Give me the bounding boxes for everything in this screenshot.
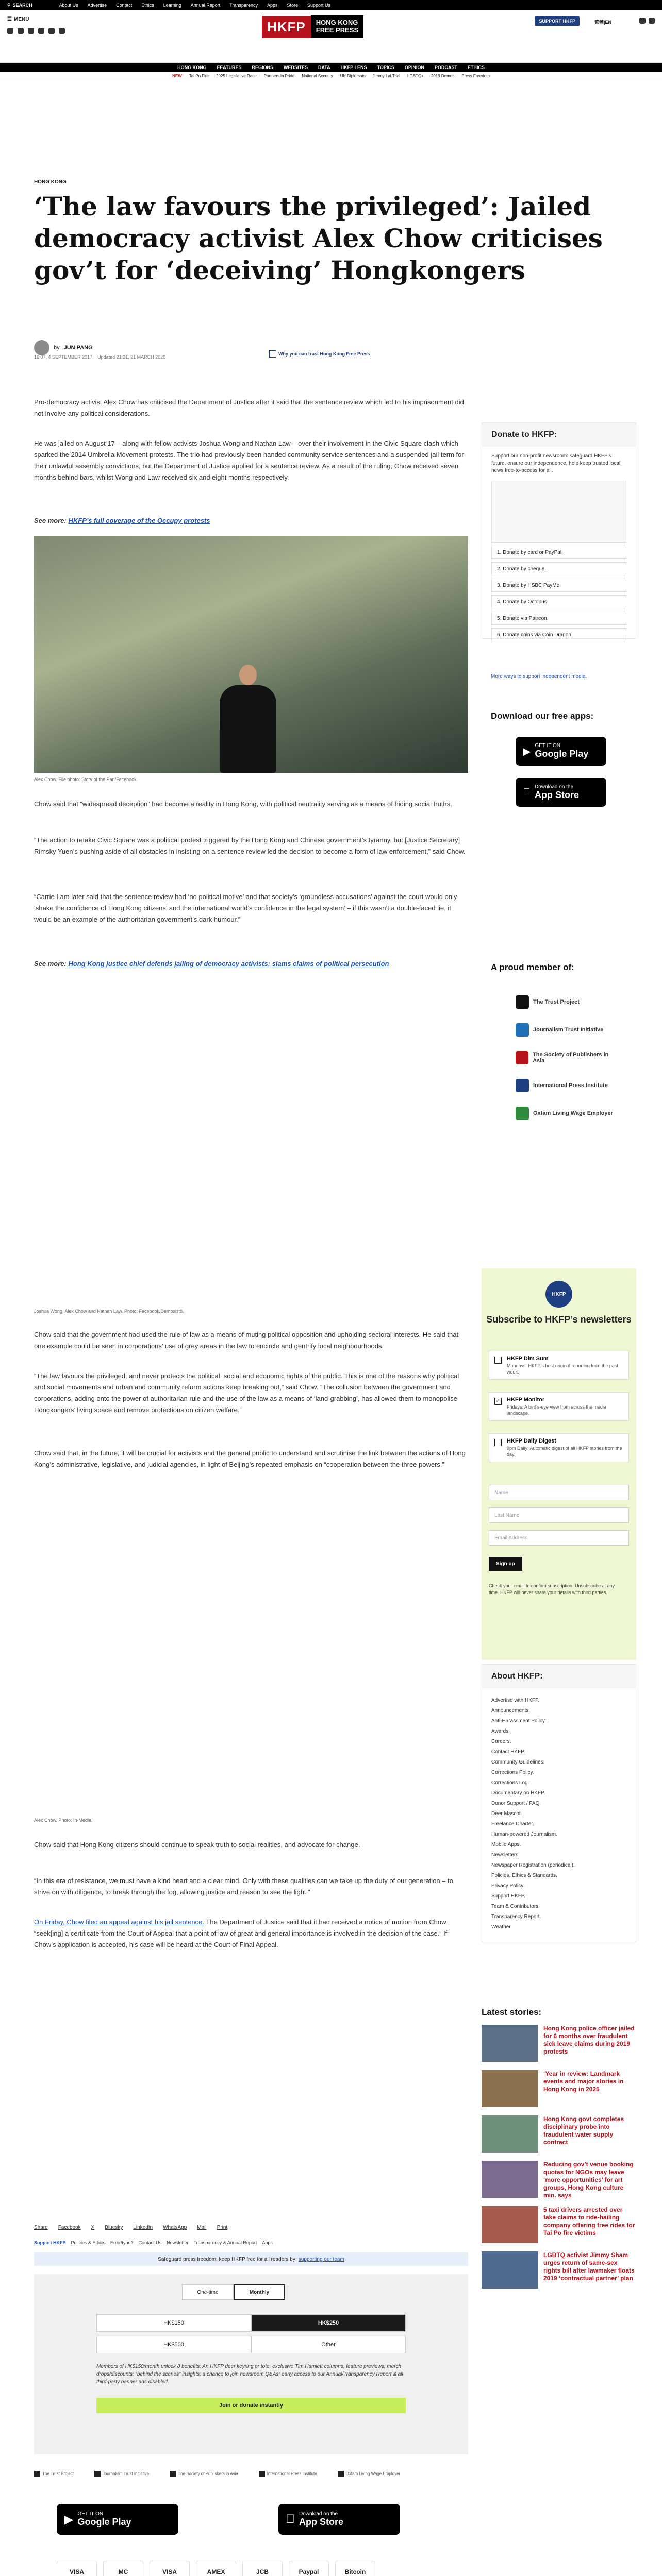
about-links bbox=[482, 1688, 636, 1942]
trending-link[interactable]: Tai Po Fire bbox=[189, 74, 209, 78]
about-link[interactable]: Advertise with HKFP. bbox=[491, 1698, 540, 1703]
google-play-icon: ▶ bbox=[523, 745, 531, 757]
see-more: See more: HKFP’s full coverage of the Occupy protests bbox=[34, 517, 210, 524]
paragraph: “The law favours the privileged, and never protects the political, social and economic rights of the public. This is one of the reasons why political and social movements and urban and community reform actions keep breaking out,” said Chow. “The collusion between the government and corporations, adding onto the power of authoritarian rule and the use of the law as a means of ‘land-grabbing’, has allowed them to monopolise Hongkongers’ living space and remove protections on citizen welfare.” bbox=[34, 1372, 459, 1414]
share-x[interactable]: X bbox=[91, 2225, 95, 2230]
newsletter-option[interactable]: ✓ HKFP Monitor Fridays: A bird’s-eye view from across the media landscape. bbox=[489, 1392, 629, 1421]
site-logo[interactable] bbox=[262, 15, 363, 38]
share-mail[interactable]: Mail bbox=[197, 2225, 207, 2230]
jti-icon bbox=[94, 2471, 101, 2477]
social-links-left bbox=[7, 28, 65, 34]
donate-option[interactable]: 1. Donate by card or PayPal. bbox=[491, 546, 626, 559]
donate-option[interactable]: 3. Donate by HSBC PayMe. bbox=[491, 579, 626, 592]
user-icon[interactable] bbox=[639, 18, 646, 24]
freq-one-time[interactable]: One-time bbox=[182, 2284, 234, 2300]
nav-item[interactable]: ETHICS bbox=[467, 65, 485, 70]
share-linkedin[interactable]: LinkedIn bbox=[133, 2225, 153, 2230]
org-item[interactable]: International Press Institute bbox=[259, 2471, 317, 2477]
about-link[interactable]: Deer Mascot. bbox=[491, 1811, 522, 1817]
story-item[interactable]: ‘Year in review: Landmark events and major stories in Hong Kong in 2025 bbox=[482, 2070, 636, 2115]
donate-widget bbox=[34, 2274, 468, 2454]
about-link[interactable]: Policies, Ethics & Standards. bbox=[491, 1873, 557, 1878]
about-link[interactable]: Donor Support / FAQ. bbox=[491, 1801, 541, 1806]
story-item[interactable]: 5 taxi drivers arrested over fake claims to ride-hailing company offering free rides for Tai Po fire victims bbox=[482, 2206, 636, 2251]
member-logo[interactable]: Journalism Trust Initiative bbox=[516, 1016, 619, 1044]
about-link[interactable]: Privacy Policy. bbox=[491, 1883, 525, 1889]
article-footer-link[interactable]: Contact Us bbox=[138, 2240, 162, 2245]
trust-project-icon bbox=[516, 995, 529, 1009]
cart-icon[interactable] bbox=[649, 18, 655, 24]
paragraph: Chow said that the government had used the rule of law as a means of muting political opposition and upholding sectoral interests. He said that one example could be seen in corporations’ use of grey areas in the law to encircle and gentrify local neighbourhoods. bbox=[34, 1331, 459, 1350]
share-print[interactable]: Print bbox=[217, 2225, 228, 2230]
amount-option[interactable]: HK$500 bbox=[96, 2336, 251, 2353]
newsletter-signup bbox=[482, 1268, 636, 1660]
sidebar-app-store-button[interactable]: Download on the App Store bbox=[516, 778, 606, 807]
about-link[interactable]: Newspaper Registration (periodical). bbox=[491, 1862, 575, 1868]
article-category[interactable]: HONG KONG bbox=[34, 179, 67, 185]
member-logo[interactable]: International Press Institute bbox=[516, 1072, 619, 1099]
about-link[interactable]: Weather. bbox=[491, 1924, 512, 1930]
more-ways-link[interactable]: More ways to support independent media. bbox=[491, 674, 587, 680]
facebook-icon[interactable] bbox=[7, 28, 13, 34]
menu-button[interactable]: ☰ MENU bbox=[7, 16, 29, 22]
checkbox-checked[interactable]: ✓ bbox=[494, 1398, 502, 1405]
updated-date: Updated 21:21, 21 MARCH 2020 bbox=[97, 354, 166, 360]
header-icons-right bbox=[639, 18, 655, 24]
page-title: ‘The law favours the privileged’: Jailed democracy activist Alex Chow criticises gov’t for ‘deceiving’ Hongkongers bbox=[34, 191, 603, 285]
donate-option[interactable]: 4. Donate by Octopus. bbox=[491, 595, 626, 608]
utility-link[interactable]: Support Us bbox=[307, 3, 331, 8]
story-thumbnail bbox=[482, 2161, 538, 2198]
sopa-icon bbox=[170, 2471, 176, 2477]
paragraph: Chow said that “widespread deception” had become a reality in Hong Kong, with political neutrality serving as a means of hiding social truths. bbox=[34, 800, 452, 808]
latest-title: Latest stories: bbox=[482, 2007, 542, 2017]
trending-nav bbox=[0, 72, 662, 80]
about-link[interactable]: Freelance Charter. bbox=[491, 1821, 534, 1827]
author-avatar bbox=[34, 340, 49, 355]
paragraph: Pro-democracy activist Alex Chow has criticised the Department of Justice after it said that the sentence review which led to his imprisonment did not involve any political considerations. bbox=[34, 398, 464, 417]
payment-icon: VISA bbox=[150, 2561, 190, 2576]
article-photo-placeholder bbox=[34, 1494, 468, 1814]
photo-caption: Joshua Wong, Alex Chow and Nathan Law. Photo: Facebook/Demosistō. bbox=[34, 1309, 184, 1314]
ipi-icon bbox=[516, 1079, 529, 1092]
member-of-title: A proud member of: bbox=[491, 962, 574, 972]
trending-link[interactable]: LGBTQ+ bbox=[407, 74, 424, 78]
about-link[interactable]: Contact HKFP. bbox=[491, 1749, 525, 1755]
story-item[interactable]: Hong Kong govt completes disciplinary probe into fraudulent water supply contract bbox=[482, 2115, 636, 2161]
main-nav bbox=[0, 63, 662, 72]
trending-link[interactable]: 2025 Legislative Race bbox=[216, 74, 257, 78]
about-link[interactable]: Awards. bbox=[491, 1728, 510, 1734]
last-name-field[interactable]: Last Name bbox=[489, 1507, 629, 1523]
story-thumbnail bbox=[482, 2025, 538, 2062]
about-link[interactable]: Careers. bbox=[491, 1739, 511, 1744]
paragraph: “The action to retake Civic Square was a political protest triggered by the Hong Kong and Chinese government’s tyranny, but [Justice Secretary] Rimsky Yuen’s pushing aside of all obstacles in insisting on a sentence review led the decision to become a form of law enforcement,” said Chow. bbox=[34, 836, 466, 855]
utility-link[interactable]: Annual Report bbox=[190, 3, 221, 8]
payment-icon: MC bbox=[103, 2561, 143, 2576]
support-team-link[interactable]: supporting our team bbox=[298, 2256, 344, 2262]
hamburger-icon: ☰ bbox=[7, 16, 12, 22]
donation-frequency bbox=[182, 2284, 285, 2300]
payment-icon: VISA bbox=[57, 2561, 97, 2576]
utility-link[interactable]: About Us bbox=[59, 3, 78, 8]
newsletter-title: Subscribe to HKFP’s newsletters bbox=[486, 1314, 632, 1325]
nav-item[interactable]: WEBSITES bbox=[283, 65, 308, 70]
article-footer-link[interactable]: Transparency & Annual Report bbox=[193, 2240, 257, 2245]
about-link[interactable]: Corrections Policy. bbox=[491, 1770, 534, 1775]
oxfam-icon bbox=[338, 2471, 344, 2477]
trending-link[interactable]: Jimmy Lai Trial bbox=[372, 74, 401, 78]
newsletter-note: Check your email to confirm subscription. Unsubscribe at any time. HKFP will never share your details with third parties. bbox=[489, 1583, 615, 1595]
org-item[interactable]: Oxfam Living Wage Employer bbox=[338, 2471, 401, 2477]
donation-graphic bbox=[491, 481, 626, 543]
about-link[interactable]: Announcements. bbox=[491, 1708, 531, 1714]
search-button[interactable]: ⚲ SEARCH bbox=[7, 2, 32, 8]
see-more: See more: Hong Kong justice chief defends jailing of democracy activists; slams claims of political persecution bbox=[34, 960, 389, 968]
share-whatsapp[interactable]: WhatsApp bbox=[163, 2225, 187, 2230]
article-footer-link[interactable]: Policies & Ethics bbox=[71, 2240, 106, 2245]
see-more-link[interactable]: HKFP’s full coverage of the Occupy protests bbox=[68, 517, 210, 524]
about-link[interactable]: Mobile Apps. bbox=[491, 1842, 521, 1848]
payment-icon: Paypal bbox=[289, 2561, 329, 2576]
donate-option[interactable]: 5. Donate via Patreon. bbox=[491, 612, 626, 625]
trust-link[interactable]: Why you can trust Hong Kong Free Press bbox=[269, 350, 370, 358]
member-logos bbox=[516, 988, 619, 1127]
about-link[interactable]: Newsletters. bbox=[491, 1852, 520, 1858]
jti-icon bbox=[516, 1023, 529, 1037]
story-thumbnail bbox=[482, 2206, 538, 2243]
see-more-link[interactable]: Hong Kong justice chief defends jailing of democracy activists; slams claims of political persecution bbox=[68, 960, 389, 968]
logo-text: HONG KONG FREE PRESS bbox=[311, 15, 363, 38]
newsletter-option[interactable]: HKFP Dim Sum Mondays: HKFP’s best original reporting from the past week. bbox=[489, 1351, 629, 1380]
payment-methods bbox=[57, 2561, 375, 2576]
nav-item[interactable]: TOPICS bbox=[377, 65, 394, 70]
sidebar-donate-box bbox=[482, 422, 636, 639]
payment-icon: AMEX bbox=[196, 2561, 236, 2576]
app-store-button[interactable]: Download on the App Store bbox=[278, 2504, 400, 2535]
language-switch[interactable]: 繁體|EN bbox=[594, 20, 611, 25]
sidebar-google-play-button[interactable]: ▶ GET IT ON Google Play bbox=[516, 737, 606, 766]
press-freedom-banner: Safeguard press freedom; keep HKFP free for all readers by supporting our team bbox=[34, 2252, 468, 2266]
org-item[interactable]: The Society of Publishers in Asia bbox=[170, 2471, 238, 2477]
org-item[interactable]: Journalism Trust Initiative bbox=[94, 2471, 149, 2477]
google-play-button[interactable]: ▶ GET IT ON Google Play bbox=[57, 2504, 178, 2535]
membership-benefits: Members of HK$150/month unlock 8 benefits: An HKFP deer keyring or tote, exclusive Tim Hamlett columns, feature previews; merch drops/discounts; “behind the scenes” insights; a chance to join newsroom Q&As; early access to our Annual/Transparency Report & all third-party banner ads disabled. bbox=[96, 2364, 403, 2385]
photo-subject-body bbox=[220, 685, 276, 773]
support-hkfp-link[interactable]: Support HKFP bbox=[34, 2240, 66, 2245]
paragraph: On Friday, Chow filed an appeal against his jail sentence. The Department of Justice said that it had received a notice of motion from Chow “seek[ing] a certificate from the Court of Appeal that a point of law of great and general importance is involved in the decision of the case.” If Chow’s application is accepted, his case will be heard at the Court of Final Appeal. bbox=[34, 1918, 448, 1948]
nav-item[interactable]: OPINION bbox=[404, 65, 424, 70]
footer-article-links bbox=[34, 2240, 273, 2245]
member-logo[interactable]: The Trust Project bbox=[516, 988, 619, 1016]
amount-option[interactable]: HK$150 bbox=[96, 2314, 251, 2332]
trending-link[interactable]: 2019 Demos bbox=[431, 74, 455, 78]
oxfam-icon bbox=[516, 1107, 529, 1120]
photo-caption: Alex Chow. Photo: In-Media. bbox=[34, 1818, 93, 1823]
sidebar-donate-intro: Support our non-profit newsroom: safeguard HKFP’s future, ensure our independence, help keep trusted local news free-to-access for all. bbox=[491, 453, 621, 473]
share-label: Share bbox=[34, 2225, 48, 2230]
member-logo[interactable]: The Society of Publishers in Asia bbox=[516, 1044, 619, 1072]
article-photo-placeholder bbox=[34, 989, 468, 1298]
paragraph: “In this era of resistance, we must have a kind heart and a clear mind. Only with these qualities can we take up the duty of our generation – to strive on with diligence, to break through the fog, allowing justice and reason to see the light.” bbox=[34, 1877, 453, 1896]
about-hkfp-box bbox=[482, 1664, 636, 1942]
instagram-icon[interactable] bbox=[28, 28, 34, 34]
search-icon: ⚲ bbox=[7, 2, 11, 8]
appeal-link[interactable]: On Friday, Chow filed an appeal against his jail sentence. bbox=[34, 1918, 205, 1926]
email-field[interactable]: Email Address bbox=[489, 1530, 629, 1546]
payment-icon: JCB bbox=[242, 2561, 283, 2576]
sign-up-button[interactable]: Sign up bbox=[489, 1557, 522, 1571]
nav-item[interactable]: HONG KONG bbox=[177, 65, 207, 70]
telegram-icon[interactable] bbox=[48, 28, 55, 34]
nav-item[interactable]: FEATURES bbox=[217, 65, 242, 70]
paragraph: He was jailed on August 17 – along with fellow activists Joshua Wong and Nathan Law – over their involvement in the Civic Square clash which sparked the 2014 Umbrella Movement protests. The trio had previously been handed community service sentences and a suspended jail term for their unlawful assembly convictions, but the Department of Justice applied for a sentence review. As a result of the ruling, Chow received seven months behind bars, whilst Wong and Law received six and eight months respectively. bbox=[34, 439, 464, 481]
logo-box: HKFP bbox=[262, 16, 311, 38]
utility-link[interactable]: Learning bbox=[163, 3, 181, 8]
trending-link[interactable]: Press Freedom bbox=[461, 74, 490, 78]
trending-link[interactable]: National Security bbox=[302, 74, 333, 78]
trust-badge-icon bbox=[269, 350, 276, 358]
utility-link[interactable]: Contact bbox=[116, 3, 133, 8]
about-link[interactable]: Anti-Harassment Policy. bbox=[491, 1718, 546, 1724]
site-header bbox=[0, 10, 662, 63]
top-utility-bar bbox=[0, 0, 662, 10]
utility-link[interactable]: Store bbox=[287, 3, 299, 8]
about-link[interactable]: Team & Contributors. bbox=[491, 1904, 540, 1909]
story-item[interactable]: Reducing gov’t venue booking quotas for NGOs may leave ‘more opportunities’ for art groups, Hong Kong culture min. says bbox=[482, 2161, 636, 2206]
google-play-icon: ▶ bbox=[64, 2512, 74, 2527]
about-link[interactable]: Corrections Log. bbox=[491, 1780, 529, 1786]
story-thumbnail bbox=[482, 2251, 538, 2289]
paragraph: “Carrie Lam later said that the sentence review had ‘no political motive’ and that society’s ‘groundless accusations’ against the court would only ‘shake the confidence of Hong Kong citizens’ and the international world’s confidence in the legal system’ – if this wasn’t a double-faced lie, it would be an example of the authoritarian government’s dark humour.” bbox=[34, 893, 457, 923]
member-logo[interactable]: Oxfam Living Wage Employer bbox=[516, 1099, 619, 1127]
new-badge: NEW bbox=[172, 74, 182, 78]
join-button[interactable]: Join or donate instantly bbox=[96, 2398, 406, 2413]
latest-stories bbox=[482, 2007, 636, 2297]
utility-links bbox=[59, 3, 330, 8]
org-item[interactable]: The Trust Project bbox=[34, 2471, 74, 2477]
utility-link[interactable]: Ethics bbox=[141, 3, 154, 8]
linkedin-icon[interactable] bbox=[59, 28, 65, 34]
share-bluesky[interactable]: Bluesky bbox=[105, 2225, 123, 2230]
about-link[interactable]: Human-powered Journalism. bbox=[491, 1832, 557, 1837]
name-field[interactable]: Name bbox=[489, 1485, 629, 1500]
newsletter-option[interactable]: HKFP Daily Digest 9pm Daily: Automatic digest of all HKFP stories from the day. bbox=[489, 1433, 629, 1462]
article-footer-link[interactable]: Newsletter bbox=[167, 2240, 189, 2245]
nav-item[interactable]: PODCAST bbox=[434, 65, 457, 70]
payment-icon: Bitcoin bbox=[335, 2561, 375, 2576]
amount-option-selected[interactable]: HK$250 bbox=[251, 2314, 406, 2332]
about-title: About HKFP: bbox=[482, 1665, 636, 1688]
download-apps-title: Download our free apps: bbox=[491, 711, 594, 721]
donation-amounts bbox=[96, 2314, 406, 2353]
published-date: 16:07, 4 SEPTEMBER 2017 bbox=[34, 354, 93, 360]
utility-link[interactable]: Transparency bbox=[229, 3, 258, 8]
youtube-icon[interactable] bbox=[38, 28, 44, 34]
share-facebook[interactable]: Facebook bbox=[58, 2225, 81, 2230]
story-item[interactable]: LGBTQ activist Jimmy Sham urges return of same-sex rights bill after lawmaker floats 2019 ‘contractual partner’ plan bbox=[482, 2251, 636, 2297]
ipi-icon bbox=[259, 2471, 265, 2477]
byline: by JUN PANG bbox=[34, 340, 93, 355]
article-photo bbox=[34, 536, 468, 773]
about-link[interactable]: Transparency Report. bbox=[491, 1914, 541, 1920]
author-link[interactable]: JUN PANG bbox=[63, 345, 93, 351]
paragraph: Chow said that, in the future, it will be crucial for activists and the general public to understand and scrutinise the link between the actions of Hong Kong’s administrative, legislative, and judicial agencies, in light of Beijing’s repeated emphasis on “cooperation between the three powers.” bbox=[34, 1449, 466, 1468]
about-link[interactable]: Documentary on HKFP. bbox=[491, 1790, 545, 1796]
photo-caption: Alex Chow. File photo: Story of the Pan/Facebook. bbox=[34, 777, 138, 782]
about-link[interactable]: Community Guidelines. bbox=[491, 1759, 545, 1765]
apple-icon bbox=[523, 787, 531, 799]
newsletter-badge: HKFP bbox=[545, 1281, 572, 1308]
article-dates bbox=[34, 354, 166, 360]
share-bar bbox=[34, 2225, 227, 2230]
apple-icon bbox=[286, 2512, 295, 2527]
paragraph: Chow said that Hong Kong citizens should continue to speak truth to social realities, and advocate for change. bbox=[34, 1841, 360, 1849]
trust-project-icon bbox=[34, 2471, 40, 2477]
story-thumbnail bbox=[482, 2070, 538, 2107]
amount-option[interactable]: Other bbox=[251, 2336, 406, 2353]
checkbox-unchecked[interactable] bbox=[494, 1439, 502, 1446]
trending-link[interactable]: Partners in Pride bbox=[263, 74, 295, 78]
trending-link[interactable]: UK Diplomats bbox=[340, 74, 366, 78]
nav-item[interactable]: DATA bbox=[318, 65, 330, 70]
utility-link[interactable]: Apps bbox=[267, 3, 278, 8]
nav-item[interactable]: REGIONS bbox=[252, 65, 273, 70]
story-item[interactable]: Hong Kong police officer jailed for 6 months over fraudulent sick leave claims during 2019 protests bbox=[482, 2025, 636, 2070]
support-hkfp-button[interactable]: SUPPORT HKFP bbox=[535, 16, 580, 26]
freq-monthly[interactable]: Monthly bbox=[234, 2284, 285, 2300]
story-thumbnail bbox=[482, 2115, 538, 2153]
about-link[interactable]: Support HKFP. bbox=[491, 1893, 525, 1899]
x-icon[interactable] bbox=[18, 28, 24, 34]
sopa-icon bbox=[516, 1051, 528, 1064]
donate-option[interactable]: 2. Donate by cheque. bbox=[491, 562, 626, 575]
org-memberships-row bbox=[34, 2471, 400, 2477]
article-footer-link[interactable]: Error/typo? bbox=[110, 2240, 134, 2245]
article-footer-link[interactable]: Apps bbox=[262, 2240, 273, 2245]
checkbox-unchecked[interactable] bbox=[494, 1357, 502, 1364]
utility-link[interactable]: Advertise bbox=[87, 3, 107, 8]
donate-option[interactable]: 6. Donate coins via Coin Dragon. bbox=[491, 628, 626, 641]
sidebar-donate-title: Donate to HKFP: bbox=[482, 423, 636, 447]
photo-subject-head bbox=[239, 665, 257, 685]
nav-item[interactable]: HKFP LENS bbox=[340, 65, 367, 70]
